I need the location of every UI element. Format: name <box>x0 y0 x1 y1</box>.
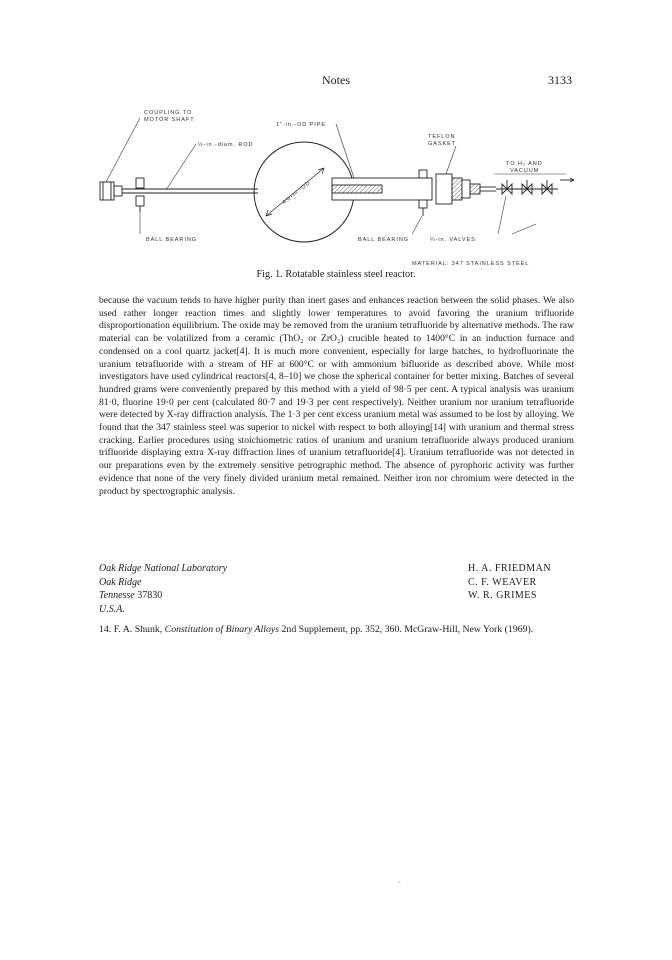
reference-14 <box>99 624 574 637</box>
od-pipe <box>332 178 432 200</box>
affiliation-city: Oak Ridge <box>99 576 142 588</box>
to-h2-label-2: VACUUM <box>510 168 540 174</box>
sphere-od-label: 4½-in.-OD <box>281 180 313 206</box>
reference-number: 14. <box>99 624 112 635</box>
material-label: MATERIAL: 347 STAINLESS STEEL <box>412 261 530 267</box>
body-paragraph: because the vacuum tends to have higher purity than inert gases and enhances reaction between the solid phases. We also used rather longer reaction times and slightly lower temperatures to avoid favoring the uranium trifluoride disproportionation equilibrium. The oxide may be removed from the uranium tetrafluoride by alternative methods. The raw material can be volatilized from a ceramic (ThO₂ or ZrO₂) crucible heated to 1400°C in an induction furnace and condensed on a cool quartz jacket[4]. It is much more convenient, especially for large batches, to hydrofluorinate the uranium tetrafluoride with a stream of HF at 600°C or with ammonium bifluoride as described above. While most investigators have used cylindrical reactors[4, 8–10] we chose the spherical container for better mixing. Batches of several hundred grams were conveniently prepared by this method with a yield of 98·5 per cent. A typical analysis was uranium 81·0, fluorine 19·0 per cent (calculated 80·7 and 19·3 per cent respectively). Neither uranium nor uranium tetrafluoride were detected by X-ray diffraction analysis. The 1·3 per cent excess uranium metal was assumed to be lost by alloying. We found that the 347 stainless steel was superior to nickel with respect to both alloying[14] with uranium and thermal stress cracking. Earlier procedures using stoichiometric ratios of uranium and uranium tetrafluoride always produced uranium trifluoride displaying extra X-ray diffraction lines of uranium tetrafluoride[4]. Uranium tetrafluoride was not detected in our preparations even by the extremely sensitive petrographic method. The absence of pyrophoric activity was further evidence that none of the very finely divided uranium metal remained. Neither iron nor chromium were detected in the product by spectrographic analysis. <box>99 295 574 497</box>
coupling-label-2: MOTOR SHAFT <box>144 117 195 123</box>
affiliation-zip: 37830 <box>137 590 163 601</box>
author-name: W. R. GRIMES <box>468 590 537 601</box>
quarter-in-valves <box>496 178 574 194</box>
page-number: 3133 <box>548 73 572 87</box>
left-ball-bearing <box>136 178 144 212</box>
author-list <box>468 562 551 603</box>
running-header-title: Notes <box>322 73 350 87</box>
author-name: C. F. WEAVER <box>468 576 537 588</box>
affiliation-state: Tennesse <box>99 590 135 601</box>
teflon-gasket <box>436 174 496 204</box>
affiliation-lab: Oak Ridge National Laboratory <box>99 563 228 574</box>
figure-caption: Fig. 1. Rotatable stainless steel reactor. <box>256 269 416 280</box>
author-name: H. A. FRIEDMAN <box>468 563 552 574</box>
reactor-drawing <box>96 104 576 274</box>
coupling-label-1: COUPLING TO <box>144 110 193 116</box>
diam-rod <box>122 189 258 193</box>
ball-bearing-left-label: BALL BEARING <box>146 237 198 243</box>
diam-rod-label: ½-in.-diam. ROD <box>198 142 254 148</box>
affiliation-block <box>99 562 227 616</box>
motor-coupling <box>100 182 122 200</box>
valves-label: ¼-in. VALVES <box>430 237 476 243</box>
reactor-diagram <box>96 104 576 274</box>
reference-details: 2nd Supplement, pp. 352, 360. McGraw-Hill, New York (1969). <box>281 624 534 635</box>
affiliation-country: U.S.A. <box>99 603 125 615</box>
affiliation-state-line <box>99 589 227 603</box>
scan-mark: ˜ <box>398 880 401 889</box>
od-pipe-label: 1″-in.-OD PIPE <box>276 122 327 128</box>
teflon-label-2: GASKET <box>428 141 457 147</box>
teflon-label-1: TEFLON <box>428 134 456 140</box>
reference-authors: F. A. Shunk, <box>113 624 163 635</box>
ball-bearing-mid-label: BALL BEARING <box>358 237 410 243</box>
to-h2-label-1: TO H₂ AND <box>506 161 543 167</box>
reference-title: Constitution of Binary Alloys <box>164 624 280 635</box>
